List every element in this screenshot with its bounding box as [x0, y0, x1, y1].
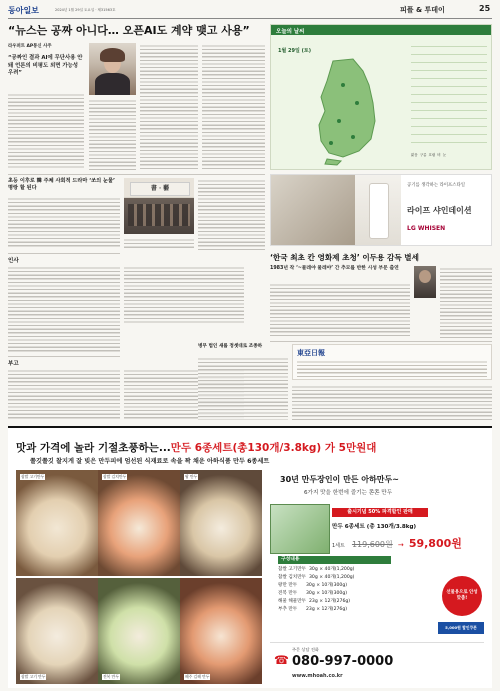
price-old: 119,600원: [351, 540, 393, 549]
composition-item: 전복 만두 30g × 10개(300g): [278, 591, 348, 596]
mandu-headline-black: 맛과 가격에 놀라 기절초풍하는...: [16, 442, 171, 454]
mandu-price-row: [332, 532, 462, 551]
paper-info-logo: 東亞日報: [297, 348, 325, 357]
composition-item: 찹쌀 김치만두 30g × 40개(1,200g): [278, 575, 355, 580]
lg-brand: LG WHISEN: [407, 225, 446, 232]
donation-headline: 초등 이후로 韓 주체 사회적 드라마 ‘쏘의 눈물’ 명랑 할 된다: [8, 178, 115, 192]
people-title: 인사: [8, 258, 19, 264]
mandu-headline: [16, 436, 376, 455]
composition-item: 부추 만두 23g × 12개(276g): [278, 607, 348, 612]
mandu-discount-badge: 출시기념 50% 파격할인 판매: [332, 508, 428, 517]
main-article-body: [8, 92, 84, 170]
mandu-composition-list: [278, 566, 428, 614]
weather-title: 오늘의 날씨: [276, 28, 305, 35]
price-arrow: →: [397, 541, 404, 549]
phone-note: 주문 상담 전화: [292, 647, 319, 652]
mandu-headline-red: 만두 6종세트(총130개/3.8kg) 가 5만원대: [170, 442, 377, 454]
people-list: [8, 265, 120, 353]
weather-panel: [270, 24, 492, 170]
person-photo: [89, 43, 136, 95]
composition-item: 왕만 만두 30g × 10개(300g): [278, 583, 348, 588]
main-article-body-2: [89, 98, 136, 170]
korea-map: [291, 55, 401, 167]
lg-ad-product: [355, 175, 401, 245]
director-photo: [414, 266, 436, 298]
mandu-ad: [8, 426, 492, 688]
mandu-promo-sub: 6가지 맛을 한번에 즐기는 쫀쫀 만두: [304, 490, 393, 496]
legend-overcast: 흐림: [428, 153, 436, 157]
price-new: 59,800원: [408, 537, 462, 550]
mandu-photo-6-label: 해주 김해 만두: [185, 674, 210, 679]
main-article-person: [8, 43, 83, 78]
lg-tagline: 라이프 샤인데이션: [407, 206, 472, 215]
mandu-subline: 쫄깃쫄깃 찰지게 잘 빚은 만두피에 엄선된 식재료로 속을 꽉 채운 아하식품 만두 6종세트: [30, 458, 270, 465]
donation-body-2: [198, 178, 265, 250]
mandu-photo-2: [98, 470, 180, 576]
obituary-list: [8, 368, 120, 420]
mandu-badge-red: 선물용으로 안성맞춤!: [442, 576, 482, 616]
composition-item: 해물 해물만두 23g × 12개(276g): [278, 599, 351, 604]
weather-forecast-grid: [411, 39, 487, 149]
issue-date: 2024년 1월 29일 토요일 · 제31563호: [55, 8, 116, 12]
mandu-photo-1-label: 찹쌀 고기만두: [21, 474, 45, 479]
paper-logo: 동아일보: [8, 5, 39, 15]
lg-ad: [270, 174, 492, 246]
mandu-photo-4-label: 찹쌀 고기 만두: [21, 674, 46, 679]
shop-url[interactable]: www.mhoah.co.kr: [292, 673, 343, 679]
legend-cloud: 구름: [419, 153, 427, 157]
mandu-photo-grid: [16, 470, 262, 684]
page-number: 25: [479, 4, 491, 13]
mandu-composition-title: 구성내용: [278, 556, 391, 564]
health-headline: 병무 법인 새롭 정셋대로 조종하: [198, 344, 263, 349]
mandu-box-image: [270, 504, 330, 554]
paper-info-lines: [297, 359, 487, 377]
mandu-photo-1: [16, 470, 98, 576]
mandu-photo-5: [98, 578, 180, 684]
weather-title-bar: [271, 25, 491, 35]
movie-subhead: 1983년 작 ‘~물레야 물레야’ 간 추모를 반한 시성 부문 출연: [270, 266, 399, 271]
movie-body: [270, 282, 410, 338]
donation-body: [8, 196, 120, 248]
donation-photo: 書 · 藝: [124, 178, 194, 234]
donation-caption-lines: [124, 237, 194, 249]
legend-snow: 눈: [442, 153, 447, 157]
mandu-set-name: 만두 6종세트 (총 130개/3.8kg): [332, 524, 417, 530]
price-prefix: 1세트: [332, 543, 345, 549]
mandu-phone-box: [270, 642, 484, 685]
mandu-photo-4: [16, 578, 98, 684]
people-list-2: [124, 265, 244, 325]
main-subhead: “공짜인 결과 AI에 무단사용 안돼 언론의 비평도 외면 가능성 우려”: [8, 55, 83, 76]
mandu-promo-title: 30년 만두장인이 만든 아하만두~: [280, 475, 399, 484]
movie-body-2: [440, 266, 492, 338]
phone-number[interactable]: 080-997-0000: [292, 654, 394, 669]
lg-sub: 공기를 생각하는 라이프스타일: [407, 183, 465, 188]
masthead: [0, 0, 500, 22]
lg-ad-image: [271, 175, 355, 245]
mandu-photo-6: [180, 578, 262, 684]
phone-icon: ☎: [274, 653, 289, 667]
composition-item: 찹쌀 고기만두 30g × 40개(1,200g): [278, 567, 355, 572]
main-article-body-3: [140, 43, 198, 170]
paper-info-box: [292, 344, 492, 380]
section-title: 피플 & 투데이: [400, 6, 445, 14]
legend-clear: 맑음: [411, 153, 418, 157]
mandu-photo-5-label: 전복 만두: [103, 674, 119, 679]
weather-date: 1월 29일 (토): [278, 48, 311, 54]
weather-legend: [411, 153, 487, 158]
main-article-body-4: [202, 43, 265, 170]
mandu-photo-3-label: 왕 만두: [185, 474, 198, 479]
health-body: [198, 356, 288, 420]
mandu-photo-2-label: 찹쌀 김치만두: [103, 474, 127, 479]
main-headline: “뉴스는 공짜 아니다… 오픈AI도 계약 맺고 사용”: [8, 24, 250, 37]
paper-info-body: [292, 384, 492, 420]
movie-headline: ‘한국 최초 칸 영화제 초청’ 이두용 감독 별세: [270, 253, 419, 262]
legend-rain: 비: [437, 153, 441, 157]
person-name: 라우퍼트 AP통신 사주: [8, 44, 52, 49]
obituary-title: 부고: [8, 361, 19, 367]
mandu-photo-3: [180, 470, 262, 576]
mandu-badge-blue: 5,000원 할인쿠폰: [438, 622, 484, 634]
